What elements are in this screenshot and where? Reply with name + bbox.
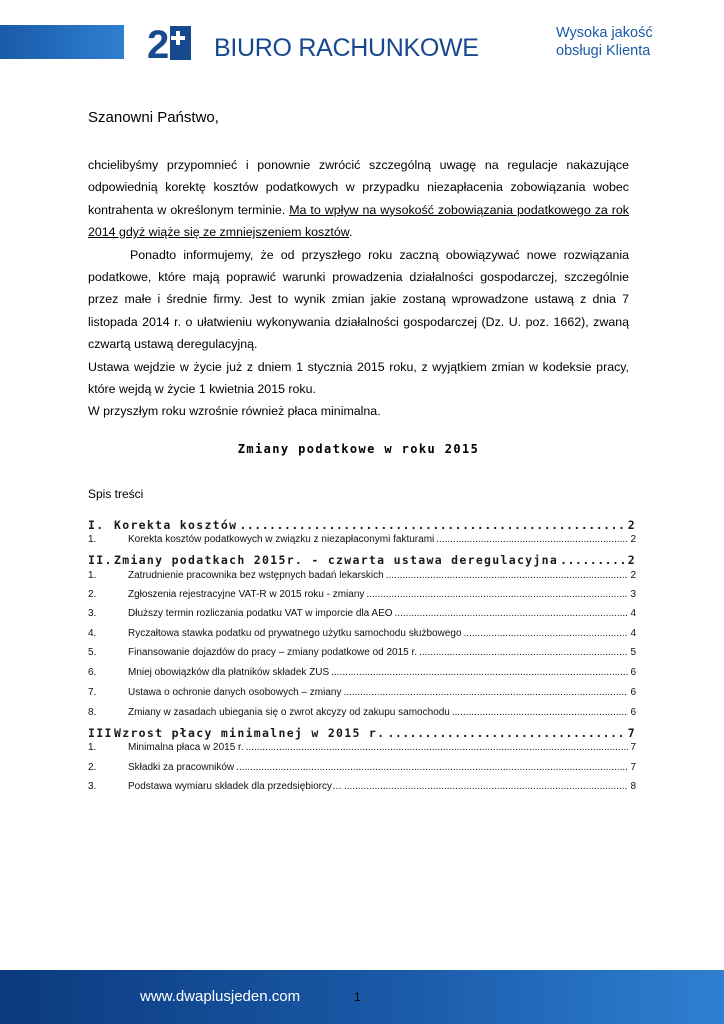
svg-text:2: 2 — [147, 23, 170, 64]
header-accent-bar — [0, 25, 124, 59]
toc-page-number: 2 — [627, 553, 636, 567]
tagline-line-2: obsługi Klienta — [556, 43, 651, 59]
footer-bar — [0, 970, 724, 1024]
toc-item-label: Zmiany w zasadach ubiegania się o zwrot akcyzy od zakupu samochodu — [128, 707, 450, 718]
toc-section-number: II. — [88, 553, 113, 567]
document-title: Zmiany podatkowe w roku 2015 — [237, 442, 480, 456]
salutation: Szanowni Państwo, — [88, 109, 219, 126]
toc-item[interactable] — [88, 628, 636, 639]
tagline-line-1: Wysoka jakość — [556, 25, 653, 41]
toc-item[interactable] — [88, 570, 636, 581]
toc-page-number: 6 — [630, 667, 636, 678]
brand-name: BIURO RACHUNKOWE — [214, 34, 479, 62]
toc-item-label: Dłuższy termin rozliczania podatku VAT w imporcie dla AEO — [128, 608, 393, 619]
paragraph-1-text: chcielibyśmy przypomnieć i ponownie zwrócić szczególną uwagę na regulacje nakazujące odpowiednią korektę kosztów podatkowych w przypadku niezapłacenia zobowiązania wobec kontrahenta w określonym terminie. — [88, 158, 629, 217]
toc-page-number: 4 — [630, 608, 636, 619]
toc-item[interactable] — [88, 687, 636, 698]
toc-item-label: Ryczałtowa stawka podatku od prywatnego użytku samochodu służbowego — [128, 628, 462, 639]
toc-item-number: 2. — [88, 762, 97, 773]
toc-section-number: III. — [88, 726, 121, 740]
toc-dot-leader — [386, 570, 629, 581]
toc-dot-leader — [331, 667, 628, 678]
toc-item-label: Zgłoszenia rejestracyjne VAT-R w 2015 roku - zmiany — [128, 589, 365, 600]
toc-item-number: 4. — [88, 628, 97, 639]
toc-dot-leader — [343, 687, 628, 698]
toc-item-label: Ustawa o ochronie danych osobowych – zmiany — [128, 687, 342, 698]
toc-dot-leader — [419, 647, 628, 658]
toc-page-number: 6 — [630, 707, 636, 718]
toc-page-number: 4 — [630, 628, 636, 639]
toc-page-number: 3 — [630, 589, 636, 600]
toc-item-number: 3. — [88, 608, 97, 619]
toc-section-3[interactable] — [88, 726, 636, 740]
toc-page-number: 5 — [630, 647, 636, 658]
toc-item-number: 1. — [88, 742, 97, 753]
logo-2plus1-icon — [147, 22, 205, 64]
toc-section-label: Zmiany podatkach 2015r. - czwarta ustawa deregulacyjna — [114, 553, 559, 567]
toc-item-number: 1. — [88, 534, 97, 545]
page-number: 1 — [354, 990, 361, 1004]
toc-page-number: 2 — [630, 534, 636, 545]
paragraph-1-end: . — [349, 225, 353, 240]
toc-item[interactable] — [88, 781, 636, 792]
toc-item-number: 3. — [88, 781, 97, 792]
toc-item-number: 7. — [88, 687, 97, 698]
tagline — [556, 24, 653, 60]
toc-dot-leader — [239, 518, 625, 532]
toc-section-number: I. — [88, 518, 105, 532]
toc-item-number: 2. — [88, 589, 97, 600]
paragraph-2: Ponadto informujemy, że od przyszłego roku zaczną obowiązywać nowe rozwiązania podatkowe, które mają poprawić warunki prowadzenia działalności gospodarczej, szczególnie przez małe i średnie firmy. Jest to wynik zmian jakie zostaną wprowadzone ustawą z dnia 7 listopada 2014 r. o ułatwieniu wykonywania działalności gospodarczej (Dz. U. poz. 1662), zwaną czwartą ustawą deregulacyjną. — [88, 247, 629, 352]
paragraph-1 — [88, 154, 629, 244]
toc-dot-leader — [395, 608, 629, 619]
toc-item-label: Mniej obowiązków dla płatników składek ZUS — [128, 667, 330, 678]
toc-page-number: 8 — [630, 781, 636, 792]
toc-item-label: Zatrudnienie pracownika bez wstępnych badań lekarskich — [128, 570, 384, 581]
toc-dot-leader — [344, 781, 628, 792]
toc-section-label: Korekta kosztów — [114, 518, 238, 532]
toc-item-label: Finansowanie dojazdów do pracy – zmiany podatkowe od 2015 r. — [128, 647, 418, 658]
paragraph-3: Ustawa wejdzie w życie już z dniem 1 stycznia 2015 roku, z wyjątkiem zmian w kodeksie pracy, które wejdą w życie 1 kwietnia 2015 roku. — [88, 359, 629, 397]
toc-dot-leader — [246, 742, 629, 753]
toc-item-number: 6. — [88, 667, 97, 678]
toc-item-label: Korekta kosztów podatkowych w związku z niezapłaconymi fakturami — [128, 534, 435, 545]
toc-dot-leader — [436, 534, 628, 545]
toc-item-label: Minimalna płaca w 2015 r. — [128, 742, 244, 753]
toc-page-number: 2 — [630, 570, 636, 581]
toc-item-label: Podstawa wymiaru składek dla przedsiębiorcy… — [128, 781, 342, 792]
toc-page-number: 7 — [627, 726, 636, 740]
toc-dot-leader — [560, 553, 626, 567]
toc-item[interactable] — [88, 534, 636, 545]
toc-item[interactable] — [88, 742, 636, 753]
toc-item-number: 8. — [88, 707, 97, 718]
toc-item-number: 5. — [88, 647, 97, 658]
toc-section-1[interactable] — [88, 518, 636, 532]
toc-title: Spis treści — [88, 487, 144, 501]
paragraph-4: W przyszłym roku wzrośnie również płaca minimalna. — [88, 404, 381, 419]
paragraph-1-underlined: Ma to wpływ na wysokość zobowiązania podatkowego za rok 2014 gdyż wiąże się ze zmniejszeniem kosztów — [88, 202, 629, 240]
toc-dot-leader — [366, 589, 628, 600]
toc-dot-leader — [387, 726, 625, 740]
toc-item[interactable] — [88, 608, 636, 619]
toc-page-number: 2 — [627, 518, 636, 532]
toc-section-label: Wzrost płacy minimalnej w 2015 r. — [114, 726, 386, 740]
toc-item[interactable] — [88, 762, 636, 773]
letter-body — [88, 154, 629, 423]
toc-dot-leader — [464, 628, 629, 639]
toc-item[interactable] — [88, 667, 636, 678]
toc-page-number: 7 — [630, 762, 636, 773]
toc-dot-leader — [452, 707, 629, 718]
toc-item-label: Składki za pracowników — [128, 762, 235, 773]
toc-item-number: 1. — [88, 570, 97, 581]
footer-website-link[interactable]: www.dwaplusjeden.com — [140, 988, 301, 1005]
toc-item[interactable] — [88, 707, 636, 718]
toc-page-number: 7 — [630, 742, 636, 753]
toc-dot-leader — [236, 762, 628, 773]
toc-item[interactable] — [88, 589, 636, 600]
toc-section-2[interactable] — [88, 553, 636, 567]
toc-item[interactable] — [88, 647, 636, 658]
toc-page-number: 6 — [630, 687, 636, 698]
